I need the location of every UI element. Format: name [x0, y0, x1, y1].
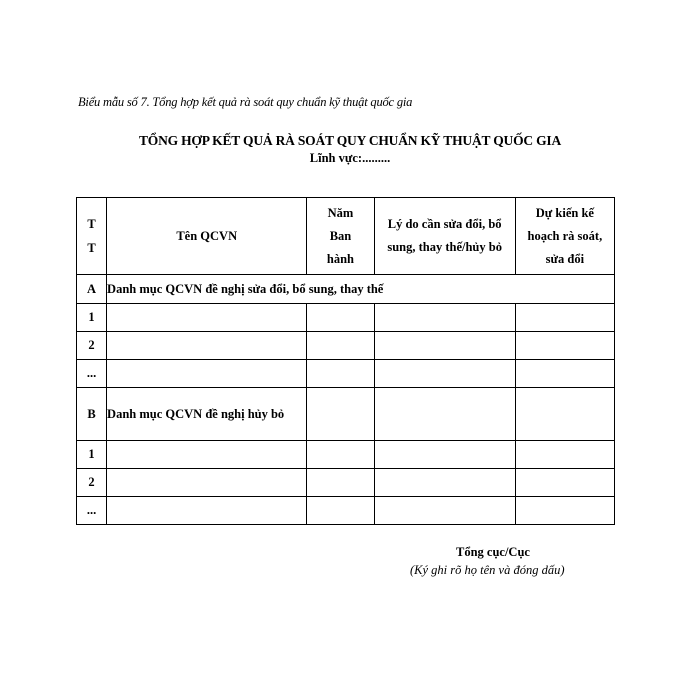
- row-number: 1: [77, 441, 107, 469]
- header-nam: Năm Ban hành: [307, 198, 374, 275]
- row-number: 1: [77, 304, 107, 332]
- table-row: [77, 332, 615, 360]
- header-dukien: Dự kiến kế hoạch rà soát, sửa đổi: [515, 198, 614, 275]
- cell-nam: [307, 304, 374, 332]
- cell-ten: [107, 497, 307, 525]
- header-lydo: Lý do cần sửa đổi, bổ sung, thay thế/hủy bỏ: [374, 198, 515, 275]
- cell-dukien: [515, 332, 614, 360]
- cell-dukien: [515, 441, 614, 469]
- cell-ten: [107, 469, 307, 497]
- row-number: 2: [77, 332, 107, 360]
- section-b-tt: B: [77, 388, 107, 441]
- form-caption: Biểu mẫu số 7. Tổng hợp kết quả rà soát quy chuẩn kỹ thuật quốc gia: [78, 95, 413, 109]
- cell-ten: [107, 304, 307, 332]
- cell-lydo: [374, 469, 515, 497]
- cell-lydo: [374, 497, 515, 525]
- cell-ten: [107, 360, 307, 388]
- cell-lydo: [374, 388, 515, 441]
- row-number: 2: [77, 469, 107, 497]
- signature-note: (Ký ghi rõ họ tên và đóng dấu): [410, 563, 565, 577]
- header-tt: TT: [77, 198, 107, 275]
- cell-ten: [107, 332, 307, 360]
- document-title: TỔNG HỢP KẾT QUẢ RÀ SOÁT QUY CHUẨN KỸ THUẬT QUỐC GIA: [138, 133, 562, 148]
- review-table: [76, 197, 615, 525]
- cell-dukien: [515, 469, 614, 497]
- table-row: [77, 360, 615, 388]
- header-ten: Tên QCVN: [107, 198, 307, 275]
- cell-lydo: [374, 332, 515, 360]
- table-row: [77, 497, 615, 525]
- cell-dukien: [515, 388, 614, 441]
- cell-nam: [307, 388, 374, 441]
- row-number: ...: [77, 497, 107, 525]
- table-header-row: [77, 198, 615, 275]
- section-b-label: Danh mục QCVN đề nghị hủy bỏ: [107, 388, 307, 441]
- cell-nam: [307, 469, 374, 497]
- cell-lydo: [374, 304, 515, 332]
- cell-nam: [307, 497, 374, 525]
- cell-nam: [307, 360, 374, 388]
- section-a-tt: A: [77, 275, 107, 304]
- cell-ten: [107, 441, 307, 469]
- field-line: Lĩnh vực:.........: [309, 151, 391, 165]
- cell-lydo: [374, 360, 515, 388]
- signature-organization: Tổng cục/Cục: [456, 545, 530, 559]
- table-row: [77, 469, 615, 497]
- cell-nam: [307, 441, 374, 469]
- section-a-row: [77, 275, 615, 304]
- cell-nam: [307, 332, 374, 360]
- section-b-row: [77, 388, 615, 441]
- cell-lydo: [374, 441, 515, 469]
- row-number: ...: [77, 360, 107, 388]
- table-row: [77, 304, 615, 332]
- cell-dukien: [515, 497, 614, 525]
- cell-dukien: [515, 360, 614, 388]
- table-row: [77, 441, 615, 469]
- section-a-label: Danh mục QCVN đề nghị sửa đổi, bổ sung, thay thế: [107, 275, 615, 304]
- cell-dukien: [515, 304, 614, 332]
